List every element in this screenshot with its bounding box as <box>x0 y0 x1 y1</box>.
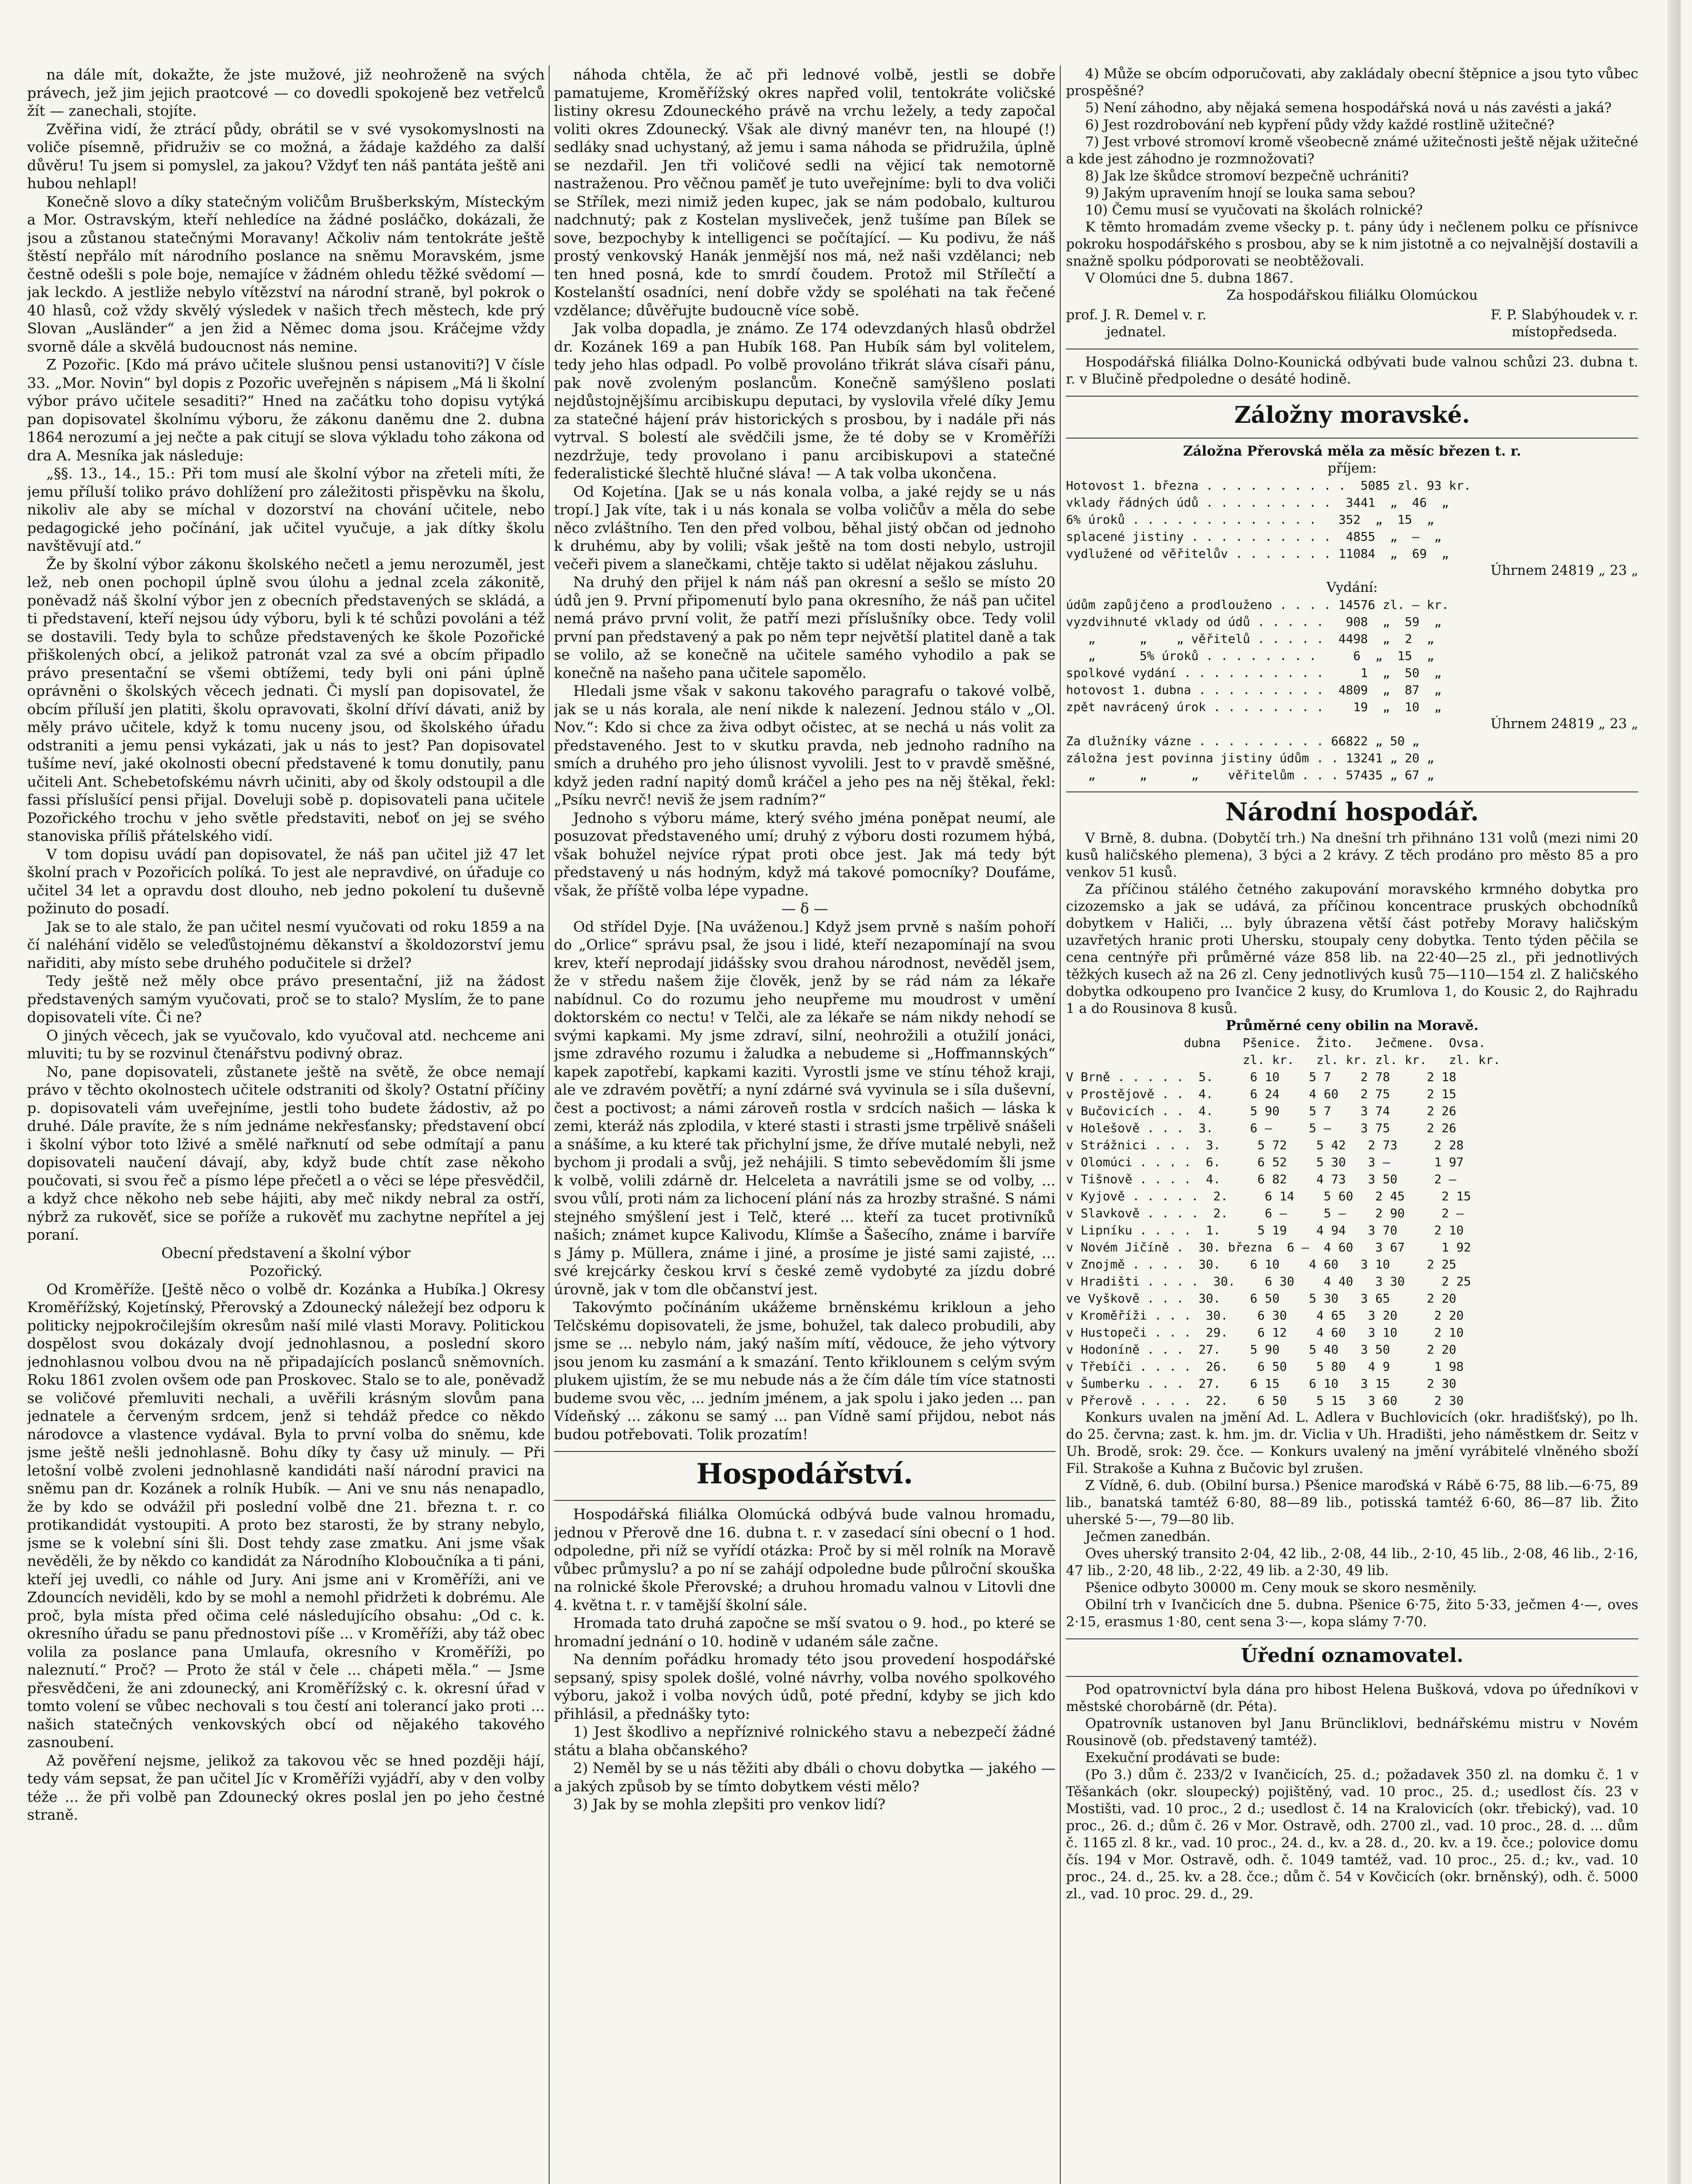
section-rule <box>554 1500 1055 1501</box>
agenda-item: 6) Jest rozdrobování neb kypření půdy vždy každé rostlině užitečné? <box>1085 117 1554 133</box>
section-title-hospodarstvi: Hospodářství. <box>696 1458 913 1490</box>
prijem-table <box>1066 477 1638 562</box>
price-row: v Kyjově . . . . . 2. 6 14 5 60 2 45 2 15 <box>1066 1189 1471 1203</box>
price-table <box>1066 1068 1638 1409</box>
article-paragraph: K těmto hromadám zveme všecky p. t. pány údy i nečlenem polku ce přísnivce pokroku hospodářského s prosbou, aby se k nim jistotně a co nejvalnější dostavili a snažně spolku pódporovati se neobtěžovali. <box>1066 219 1638 269</box>
agenda-item: 4) Může se obcím odporučovati, aby zakládaly obecní štěpnice a jsou tyto vůbec prospěšné? <box>1066 66 1638 99</box>
signature-left: prof. J. R. Demel v. r. jednatel. <box>1066 307 1207 340</box>
article-paragraph: Hromada tato druhá započne se mší svatou o 9. hod., po které se hromadní jednání o 10. hodině v udaném sále začne. <box>554 1614 1055 1650</box>
article-paragraph: Oves uherský transito 2·04, 42 lib., 2·08, 44 lib., 2·10, 45 lib., 2·08, 46 lib., 2·16, 47 lib., 2·20, 48 lib., 2·22, 49 lib. a 2·30, 49 lib. <box>1066 1546 1638 1579</box>
section-rule <box>1066 1676 1638 1677</box>
ledger-row: spolkové vydání . . . . . . . . . . 1 „ 50 „ <box>1066 666 1442 680</box>
price-row: v Šumberku . . . 27. 6 15 6 10 3 15 2 30 <box>1066 1376 1457 1391</box>
article-paragraph: V tom dopisu uvádí pan dopisovatel, že náš pan učitel již 47 let školní prach v Pozořicích políká. To jest ale nepravdivé, on úřaduje co učitel 34 let a opravdu dost dlouho, neb jedno pokolení tu duševně požinuto do posadí. <box>27 845 545 917</box>
ledger-row: Hotovost 1. března . . . . . . . . . . 5085 zl. 93 kr. <box>1066 478 1471 493</box>
notice-paragraph: Pod opatrovnictví byla dána pro hibost Helena Bušková, vdova po úředníkovi v městské chorobárně (dr. Péta). <box>1066 1682 1638 1714</box>
section-rule <box>554 1451 1055 1452</box>
section-rule <box>1066 1638 1638 1639</box>
price-row: v Lipníku . . . . 1. 5 19 4 94 3 70 2 10 <box>1066 1223 1464 1237</box>
zalozna-heading: Záložna Přerovská měla za měsíc březen t. r. <box>1183 443 1522 459</box>
ledger-row: „ 5% úroků . . . . . . . . 6 „ 15 „ <box>1066 649 1434 663</box>
ledger-row: splacené jistiny . . . . . . . . . . 4855 „ — „ <box>1066 529 1442 544</box>
column-3 <box>1066 66 1638 2184</box>
article-paragraph: Na denním pořádku hromady této jsou provedení hospodářské sepsaný, spisy spolek došlé, volné návrhy, volba nového spolkového výboru, jakož i volba nových údů, poté přední, kdyby se jich kdo přihlásil, a přednášky tyto: <box>554 1651 1055 1722</box>
price-row: v Kroměříži . . . 30. 6 30 4 65 3 20 2 20 <box>1066 1308 1464 1323</box>
article-paragraph: Na druhý den přijel k nám náš pan okresní a sešlo se místo 20 údů jen 9. První připomenutí bylo pana okresního, že náš pan učitel nemá právo první volit, že patří mezi příslušníky obce. Tedy volil první pan představený a pak po něm tepr největší platitel daně a tak se volilo, až se konečně na učitele samého vyhodilo a pak se konečně na našeho pana učitele sapomělo. <box>554 574 1055 681</box>
article-dyje: Od střídel Dyje. [Na uváženou.] Když jsem prvně s naším pohoří do „Orlice“ správu psal, že jsou i lidé, kteří nezapomínají na svou krev, kteří neprodají jidášsky svou drahou národnost, nevěděl jsem, že v středu našem žije člověk, jenž by se rád nám za lékaře nabídnul. Co do rozumu jeho neupřeme mu moudrost v umění doktorském co nectu! v Telči, ale za lékaře se nám nikdy nehodí se svými kapkami. My jsme zdraví, silní, neohrožili a otužilí jonáci, jsme zdravého rozumu i žaludka a nebudeme si „Hoffmannských“ kapek zapotřebí, kapkami kaziti. Vyrostli jsme ve stínu téhož kraji, ale ve zdravém povětří; a nyní zdárné svá vyvinula se i síla duševní, čest a poctivost; a námi zároveň rostla v srdcích našich — láska k zemi, kteráž nás zplodila, v které stasti i strasti jsme trpělivě snášeli a snášíme, a ku které tak přichylní jsme, že dříve mutalé nebyli, než bychom ji prodali a svůj, jež nehájili. S timto sebevědomím šli jsme k volbě, volili zdárně dr. Helceleta a navrátili jsme se od volby, ... svou vůlí, proti nám za lichocení plání nás za hrozby strašné. S námi stejného smýšlení jest i Telč, které ... kteří za tucet protivníků našich; známet kupce Kalivodu, Klímše a Šašecího, známe i barvíře s Jámy p. Müllera, známe i jiné, a prosíme je jisté sami zajisté, ... své krejcárky českou krví s české země vydobyté za jízdu dobré úrovně, jak v tom dle občanství jest. <box>554 918 1055 1298</box>
article-paragraph: Tedy ještě než měly obce právo presentační, již na žádost představených samým vyučovati, proč se to stalo? Myslím, že to pane dopisovateli víte. Či ne? <box>27 972 545 1026</box>
price-row: v Prostějově . . 4. 6 24 4 60 2 75 2 15 <box>1066 1087 1457 1101</box>
agenda-item: 1) Jest škodlivo a nepříznivé rolnického stavu a nebezpečí žádné státu a blaha občanského? <box>554 1723 1055 1759</box>
article-filialka: Hospodářská filiálka Olomúcká odbývá bude valnou hromadu, jednou v Přerově dne 16. dubna t. r. v zasedací síni obecní o 1 hod. odpoledne, při níž se vyřídí otázka: Proč by si měl rolník na Moravě vůbec průmyslu? a po ní se zahájí odpoledne bude půlroční skouška na rolnické škole Přerovské; a druhou hromadu valnou v Litovli dne 4. května t. r. v tamější školní sále. <box>554 1506 1055 1614</box>
article-kojetin: Od Kojetína. [Jak se u nás konala volba, a jaké rejdy se u nás tropí.] Jak víte, tak i u nás konala se volba voličův a měla do sebe něco zvláštního. Ten den před volbou, běhal jistý občan od jednoho k druhému, aby by volili; však ještě na tom dosti nebylo, ustrojil večeři pivem a slanečkami, chtěje takto si udělat nějakou zásluhu. <box>554 483 1055 573</box>
article-paragraph: Za příčinou stálého četného zakupování moravského krmného dobytka pro cizozemsko a jak se udává, za příčinou koncentrace pruských obchodníků dobytkem v Haliči, ... byly úbrazena větší část potřeby Moravy haličským uzavřetých hranic proti Uhersku, stoupaly ceny dobytka. Tento týden pěčila se cena centnýře při průměrné váze 858 lib. na 22·40—25 zl., při jednotlivých těžkých kusech až na 26 zl. Ceny jednotlivých kusů 75—110—154 zl. Z haličského dobytka odkoupeno pro Ivančice 2 kusy, do Krumlova 1, do Kousic 2, do Rajhradu 1 a do Rousinova 8 kusů. <box>1066 881 1638 1016</box>
price-row: v Tišnově . . . . 4. 6 82 4 73 3 50 2 — <box>1066 1172 1457 1186</box>
ledger-row: údům zapůjčeno a prodlouženo . . . . 14576 zl. — kr. <box>1066 598 1449 612</box>
article-paragraph: na dále mít, dokažte, že jste mužové, již neohroženě na svých právech, jež jim jejich praotcové — co dovedli spokojeně bez vetřelců žít — zanechali, stojíte. <box>27 66 545 119</box>
article-paragraph: Takovýmto počínáním ukážeme brněnskému krikloun a jeho Telčskému dopisovateli, že jsme, bohužel, tak daleco probudili, aby jsme se ... nebylo nám, jaký naším mítí, vědouce, že jeho výtvory jsou jenom ku zasmání a k smazání. Tento křiklounem s celým svým plukem ujistím, že se mu nebude nás a že čím dále tím více statnosti budeme svou věc, ... jedním jménem, a jak spolu i jako jeden ... pan Vídeňský ... zákonu se samý ... pan Vídně samí přijdou, nebot nás budou potřebovati. Tolik prozatím! <box>554 1299 1055 1443</box>
article-viden: Z Vídně, 6. dub. (Obilní bursa.) Pšenice maroďská v Rábě 6·75, 88 lib.—6·75, 89 lib., banatská tamtéž 6·80, 88—89 lib., potisská tamtéž 6·60, 86—87 lib. Žito uherské 5·—, 79—80 lib. <box>1066 1478 1638 1527</box>
price-row: V Brně . . . . . 5. 6 10 5 7 2 78 2 18 <box>1066 1070 1457 1084</box>
agenda-item: 7) Jest vrbové stromoví kromě všeobecně známé užitečnosti ještě nějak užitečné a kde jest záhodno je rozmnožovati? <box>1066 134 1638 167</box>
price-row: v Přerově . . . . 22. 6 50 5 15 3 60 2 30 <box>1066 1393 1464 1408</box>
liabilities-table <box>1066 733 1638 784</box>
notice-paragraph: (Po 3.) dům č. 233/2 v Ivančicích, 25. d.; požadavek 350 zl. na domku č. 1 v Těšankách (okr. sloupecký) pojištěný, vad. 10 proc., 25. d.; usedlost čís. 23 v Mostišti, vad. 10 proc., 2 d.; usedlost č. 14 na Kralovicích (okr. třebický), vad. 10 proc., 26. d.; dům č. 26 v Mor. Ostravě, odh. 2700 zl., vad. 10 proc., 28. d. ... dům č. 1165 zl. 8 kr., vad. 10 proc., 24. d., kv. a 28. d., 20. kv. a 19. čce.; polovice domu čís. 194 v Mor. Ostravě, odh. č. 1049 tamtéž, vad. 10 proc., 25. d.; kv., vad. 10 proc., 24. d., 25. kv. a 28. čce.; dům č. 54 v Kovčicích (okr. brněnský), odh. č. 5000 zl., vad. 10 proc. 29. d., 29. <box>1066 1767 1638 1902</box>
article-paragraph: Hledali jsme však v sakonu takového paragrafu o takové volbě, jak se u nás korala, ale není nikde k nalezení. Jednou stálo v „Ol. Nov.“: Kdo si chce za živa odbyt očistec, at se nechá u nás volit za představeného. Jest to v skutku pravda, neb jednoho radního na smích a druhého pro jeho úlisnost vyvolili. Jest to v pravdě směšné, když jeden radní napitý domů kráčel a jeho pes na něj štěkal, řekl: „Psíku nevrč! neviš že jsem radním?“ <box>554 682 1055 808</box>
price-row: v Bučovicích . . 4. 5 90 5 7 3 74 2 26 <box>1066 1104 1457 1118</box>
article-paragraph: Jak se to ale stalo, že pan učitel nesmí vyučovati od roku 1859 a na čí naléhání vidělo se veleďůstojnému děkanství a školdozorství jemu nařiditi, aby místo sebe druhého podučitele si držel? <box>27 918 545 971</box>
prijem-title: příjem: <box>1327 460 1377 476</box>
ledger-row: „ „ „ věřitelům . . . 57435 „ 67 „ <box>1066 768 1434 782</box>
page-edge-shadow <box>1668 0 1681 2184</box>
article-pozorice: Z Pozořic. [Kdo má právo učitele slušnou pensi ustanoviti?] V čísle 33. „Mor. Novin“ byl dopis z Pozořic uveřejněn s nápisem „Má li školní výbor právo učitele sesaditi?“ Hned na začátku toho dopisu vytýká pan dopisovatel školnímu výboru, že zákonu daněmu dne 2. dubna 1864 nerozumí a jej nečte a pak citují se slova výkladu toho zákona od dra A. Mesníka jak následuje: <box>27 356 545 464</box>
price-row: v Hustopeči . . . 29. 6 12 4 60 3 10 2 10 <box>1066 1325 1464 1340</box>
price-row: v Znojmě . . . . 30. 6 10 4 60 3 10 2 25 <box>1066 1257 1457 1272</box>
ledger-row: záložna jest povinna jistiny údům . . 13241 „ 20 „ <box>1066 751 1434 765</box>
price-table-header: dubna Pšenice. Žito. Ječmene. Ovsa. zl. kr. zl. kr. zl. kr. zl. kr. <box>1183 1036 1501 1067</box>
article-paragraph: O jiných věcech, jak se vyučovalo, kdo vyučoval atd. nechceme ani mluviti; tu by se rozvinul čtenářstvu podivný obraz. <box>27 1026 545 1062</box>
price-row: v Hodoníně . . . 27. 5 90 5 40 3 50 2 20 <box>1066 1342 1457 1357</box>
ledger-row: zpět navrácený úrok . . . . . . . . 19 „ 10 „ <box>1066 700 1442 714</box>
article-paragraph: Ječmen zanedbán. <box>1085 1529 1211 1545</box>
agenda-item: 3) Jak by se mohla zlepšiti pro venkov lidí? <box>573 1796 886 1813</box>
ledger-row: Za dlužníky vázne . . . . . . . . . 66822 „ 50 „ <box>1066 734 1420 748</box>
price-row: v Holešově . . . 3. 6 — 5 — 3 75 2 26 <box>1066 1121 1457 1135</box>
uhrnem: Úhrnem 24819 „ 23 „ <box>1490 716 1638 732</box>
notice-paragraph: Opatrovník ustanoven byl Janu Brüncliklovi, bednářskému mistru v Novém Rousinově (ob. představený tamtéž). <box>1066 1716 1638 1749</box>
price-row: v Třebíči . . . . 26. 6 50 5 80 4 9 1 98 <box>1066 1359 1464 1374</box>
price-row: v Slavkově . . . . 2. 6 — 5 — 2 90 2 — <box>1066 1206 1464 1220</box>
price-row: ve Vyškově . . . 30. 6 50 5 30 3 65 2 20 <box>1066 1291 1457 1306</box>
agenda-item: 10) Čemu musí se vyučovati na školách rolnické? <box>1085 202 1423 218</box>
agenda-item: 8) Jak lze škůdce stromoví bezpečně uchrániti? <box>1085 168 1409 184</box>
section-title-uredni-oznamovatel: Úřední oznamovatel. <box>1241 1645 1464 1667</box>
section-rule <box>1066 396 1638 397</box>
section-title-zalozny: Záložny moravské. <box>1234 402 1470 429</box>
article-paragraph: No, pane dopisovateli, zůstanete ještě na světě, že obce nemají právo v těchto okolnostech učitele odstraniti od školy? Ostatní příčiny p. dopisovateli vám uveřejníme, jestli toho budete žádostiv, až po druhé. Dále pravíte, že s ním jednáme nekřesťansky; představení obcí i školní výbor toto lživé a smělé nařknutí od sebe odmítají a panu dopisovateli naučení dávají, aby, když bude chtít zase někoho poučovati, si svou řeč a písmo lépe přečetl a o věci se lépe přesvědčil, a když chce někoho neb sebe hájiti, aby meč nikdy nebral za ostří, nýbrž za rukověť, sice se poříže a rukověť mu zachytne nepřítel a jej poraní. <box>27 1063 545 1243</box>
agenda-item: 2) Neměl by se u nás těžiti aby dbáli o chovu dobytka — jakého — a jakých způsob by se tímto dobytkem vésti mělo? <box>554 1759 1055 1795</box>
notice-paragraph: Exekuční prodávati se bude: <box>1085 1750 1280 1766</box>
column-rule <box>1060 66 1061 2184</box>
ledger-row: vklady řádných údů . . . . . . . . . 3441 „ 46 „ <box>1066 495 1449 510</box>
article-paragraph: Pšenice odbyto 30000 m. Ceny mouk se skoro nesměnily. <box>1085 1580 1477 1596</box>
section-rule <box>1066 791 1638 792</box>
section-rule <box>1066 438 1638 439</box>
column-rule <box>549 66 550 2184</box>
article-dolno-kounice: Hospodářská filiálka Dolno-Kounická odbývati bude valnou schůzi 23. dubna t. r. v Blučině předpoledne o desáté hodině. <box>1066 354 1638 387</box>
article-konkurs: Konkurs uvalen na jmění Ad. L. Adlera v Buchlovicích (okr. hradišťský), po lh. do 25. června; zast. k. hm. jm. dr. Viclia v Uh. Hradišti, jeho náměstkem dr. Seitz v Uh. Brodě, srok: 29. čce. — Konkurs uvalený na jmění vyrábitelé vlněného sboží Fil. Strakoše a Kuhna z Bučovic byl zrušen. <box>1066 1410 1638 1476</box>
signature-right: F. P. Slabýhoudek v. r. místopředseda. <box>1491 307 1638 340</box>
article-paragraph: Jak volba dopadla, je známo. Ze 174 odevzdaných hlasů obdržel dr. Kozánek 169 a pan Hubík 168. Pan Hubík sám byl volitelem, tedy jeho hlas odpadl. Po volbě provoláno třikrát sláva císaři pánu, pak nově zvoleným poslancům. Konečně samýšleno poslati nejdůstojnějšímu arcibiskupu deputaci, by vyslovila vřelé díky Jemu za statečné hájení práv historických s prosbou, by i nadále při nás vytrval. S bolestí ale svědčili jsme, že té doby se v Kroměříži nezdržuje, tedy provolano i panu arcibiskupovi a statečné federalistické šlechtě hlučné sláva! — A tak volba ukončena. <box>554 320 1055 482</box>
uhrnem: Úhrnem 24819 „ 23 „ <box>1490 563 1638 578</box>
vydani-table <box>1066 596 1638 715</box>
ledger-row: vydlužené od věřitelův . . . . . . . 11084 „ 69 „ <box>1066 546 1449 561</box>
signatures <box>1066 307 1638 341</box>
article-brno: V Brně, 8. dubna. (Dobytčí trh.) Na dnešní trh přihnáno 131 volů (mezi nimi 20 kusů haličského plemena), 3 býci a 2 krávy. Z těch prodáno pro město 85 a pro venkov 51 kusů. <box>1066 830 1638 880</box>
article-paragraph: Konečně slovo a díky statečným voličům Brušberkským, Místeckým a Mor. Ostravským, kteří nehledíce na žádné posláčko, dokázali, že jsou a zůstanou statečnými Moravany! Ačkoliv nám tentokráte ještě štěstí nepřálo mít národního poslance na sněmu Moravském, jsme čestně odešli s pole boje, nemajíce v žádném ohledu těžké svědomí — jak leckdo. A jestliže nebylo vítězství na národní straně, byl pokrok o 40 hlasů, což vždy skvělý výsledek v našich třech městech, kde prý Slovan „Ausländer“ a jen žid a Němec doma jsou. Kráčejme vždy svorně dále a skvělá budoucnost nás nemine. <box>27 193 545 355</box>
price-table-heading: Průměrné ceny obilin na Moravě. <box>1225 1018 1479 1033</box>
price-row: v Novém Jičíně . 30. března 6 — 4 60 3 67 1 92 <box>1066 1240 1471 1254</box>
agenda-item: 9) Jakým upravením hnojí se louka sama sebou? <box>1085 185 1415 201</box>
article-paragraph: Až pověření nejsme, jelikož za takovou věc se hned později hájí, tedy vám sepsat, že pan učitel Jíc v Kroměříži vyjádří, aby v den volby téže ... že při volbě pan Zdounecký okres poslal jen po jeho čestné straně. <box>27 1752 545 1823</box>
ledger-row: vyzdvihnuté vklady od údů . . . . . 908 „ 59 „ <box>1066 615 1442 629</box>
article-paragraph: náhoda chtěla, že ač při lednové volbě, jestli se dobře pamatujeme, Kroměřížský okres napřed volil, tentokráte voličské listiny okresu Zdouneckého právě na vrchu ležely, a tedy započal voliti okres Zdounecký. Však ale divný manévr ten, na hloupé (!) sedláky snad uchystaný, až jemu i sama náhoda se přidružila, úplně se nezdařil. Jen tři voličové sedli na vějicí tak nemotorně nastraženou. Pro věčnou paměť je tuto uveřejníme: byli to dva voliči se Střílek, mezi nimiž jeden kupec, jak se nám podobalo, kulturou nadchnutý; pak z Kostelan mysliveček, jenž tušíme pan Bílek se sove, bezpochyby k intelligenci se počítající. — Ku podivu, že náš prostý venkovský Hanák jenmější nos má, než naši vzdělanci; neb ten hned posná, kde to smrdí čoudem. Protož mil Střílečtí a Kostelanští osadníci, není dobře vždy se spoléhati na tak řečené vzdělance; důvěřujte budoucně více sobě. <box>554 66 1055 319</box>
ledger-row: hotovost 1. dubna . . . . . . . . . 4809 „ 87 „ <box>1066 683 1442 697</box>
signature-heading: Za hospodářskou filiálku Olomúckou <box>1226 287 1478 303</box>
column-1 <box>27 66 545 2184</box>
column-2 <box>554 66 1055 2184</box>
ledger-row: „ „ „ věřitelů . . . . . 4498 „ 2 „ <box>1066 632 1434 646</box>
vydani-title: Vydání: <box>1326 580 1378 595</box>
article-paragraph: Jednoho s výboru máme, který svého jména poněpat neumí, ale posuzovat představeného umí; druhý z výboru dosti rozumem hýbá, však bohužel nejvíce rýpat proti obce jest. Jak má tedy být představený u nás hodným, když má takové pomocníky? Doufáme, však, že příště volba lépe vypadne. <box>554 809 1055 899</box>
price-row: v Strážnici . . . 3. 5 72 5 42 2 73 2 28 <box>1066 1138 1464 1152</box>
article-ivancice: Obilní trh v Ivančicích dne 5. dubna. Pšenice 6·75, žito 5·33, ječmen 4·—, oves 2·15, erasmus 1·80, cent sena 3·—, kopa slámy 7·70. <box>1066 1597 1638 1630</box>
article-kromeriz: Od Kroměříže. [Ještě něco o volbě dr. Kozánka a Hubíka.] Okresy Kroměřížský, Kojetínský, Přerovský a Zdounecký náležejí bez odporu k politicky nejpokročilejším okresům naší milé vlasti Moravy. Politickou dospělost svou dokázaly dvojí jednohlasnou, a poslední skoro jednohlasnou volbou dvou na ně připadajících poslanců sněmovních. Roku 1861 zvolen ovšem ode pan Proskovec. Stalo se to ale, poněvadž se voličové přemluviti nechali, a uvěřili krásným slovům pana jednatele a červeným srdcem, jenž si tehdáž předce co někdo národovce a vlastence vydával. Byla to první volba do sněmu, kde jsme ještě nešli jednohlasně. Bohu díky ty časy už minuly. — Při letošní volbě zvoleni jednohlasně kandidáti naší národní pravici na sněmu pan dr. Kozánek a rolník Hubík. — Ani ve snu nás nenapadlo, že by kdo se odvážil při poslední volbě dne 21. března t. r. co protikandidát vystoupiti. A proto bez starosti, že by strany nebylo, jsme se k volební síni šli. Dost tehdy zase zmatku. Ani jsme však nevěděli, že by někdo co kandidát za Národního Kloboučníka a ti páni, kteří jej uvedli, co náhle od Jury. Ani jsme ani v Kroměříži, ani ve Zdouncích neviděli, kdo by se mohl a nemohl přidržeti k dobrému. Ale proč, byla místa před očima celé následujícího obsahu: „Od c. k. okresního úřadu se panu přednostovi píše ... v Kroměříži, aby táž obec volila za poslance pana Umlaufa, okresního v Kroměříži, po naleznutí.“ Proč? — Proto že stál v čele ... chápeti měla.“ — Jsme přesvědčeni, že ani zdounecký, ani Kroměřížský c. k. okresní úřad v tomto volení se vůbec nechovali s tou čestí ani tolerancí jako proti ... našich statečných venkovských obcí od nějakého takového zasnoubení. <box>27 1280 545 1751</box>
price-row: v Olomúci . . . . 6. 6 52 5 30 3 — 1 97 <box>1066 1155 1464 1169</box>
agenda-item: 5) Není záhodno, aby nějaká semena hospodářská nová u nás zavésti a jaká? <box>1085 100 1612 116</box>
place-date: V Olomúci dne 5. dubna 1867. <box>1085 270 1294 286</box>
article-signature: Obecní představení a školní výbor Pozořický. <box>161 1244 411 1279</box>
ledger-row: 6% úroků . . . . . . . . . . . . . 352 „ 15 „ <box>1066 512 1434 527</box>
section-title-narodni-hospodar: Národní hospodář. <box>1225 798 1479 826</box>
article-paragraph: Zvěřina vidí, že ztrácí půdy, obrátil se v své vysokomyslnosti na voliče písemně, přidruživ se co možná, a žádaje každého za další důvěru! Tu jsem si pomyslel, za jakou? Vždyť ten náš pantáta ještě ani hubou nehlapl! <box>27 120 545 192</box>
article-paragraph: Že by školní výbor zákonu školského nečetl a jemu nerozuměl, jest lež, neb onen pochopil úplně svou úlohu a jednal zcela zákonitě, poněvadž náš školní výbor jen z obecních představených se skládá, a ti představení, kteří nejsou údy výboru, byli k té schůzi povoláni a též se dostavili. Tedy byla to schůze představených ke škole Pozořické přiškolených obcí, a jelikož patronát vzal za své a obcím připadlo právo presentační se všemi obtížemi, tedy byli oni páni úplně oprávněni o školských věcech jednati. Či myslí pan dopisovatel, že obcím příluší jen platiti, školu opravovati, školní dříví dávati, aniž by měly právo učitele, když k tomu nuceny jsou, od školského úřadu odstraniti a jemu pensi vykázati, jak u nás to jest? Pan dopisovatel tušíme neví, jaké okolnosti obecní představené k tomu donutily, panu učiteli Ant. Schebetofskému návrh učiniti, aby od školy odstoupil a dle fassi příslušící pensi přijal. Doveluji sobě p. dopisovateli pana učitele Pozořického trochu v jeho světle představiti, neboť on jej se svého stanoviska příliš přátelského vidí. <box>27 555 545 844</box>
separator-mark: — δ — <box>781 900 828 917</box>
price-row: v Hradišti . . . . 30. 6 30 4 40 3 30 2 25 <box>1066 1274 1471 1289</box>
article-quote: „§§. 13., 14., 15.: Při tom musí ale školní výbor na zřeteli míti, že jemu příluší toliko právo dohlížení pro záležitosti přispěvku na školu, nikoliv ale aby se míchal v dozorství na chování učitele, nebo pedagogické jeho počínání, jak učitel vyučuje, a jak dítky školu navštěvují atd.“ <box>27 465 545 554</box>
